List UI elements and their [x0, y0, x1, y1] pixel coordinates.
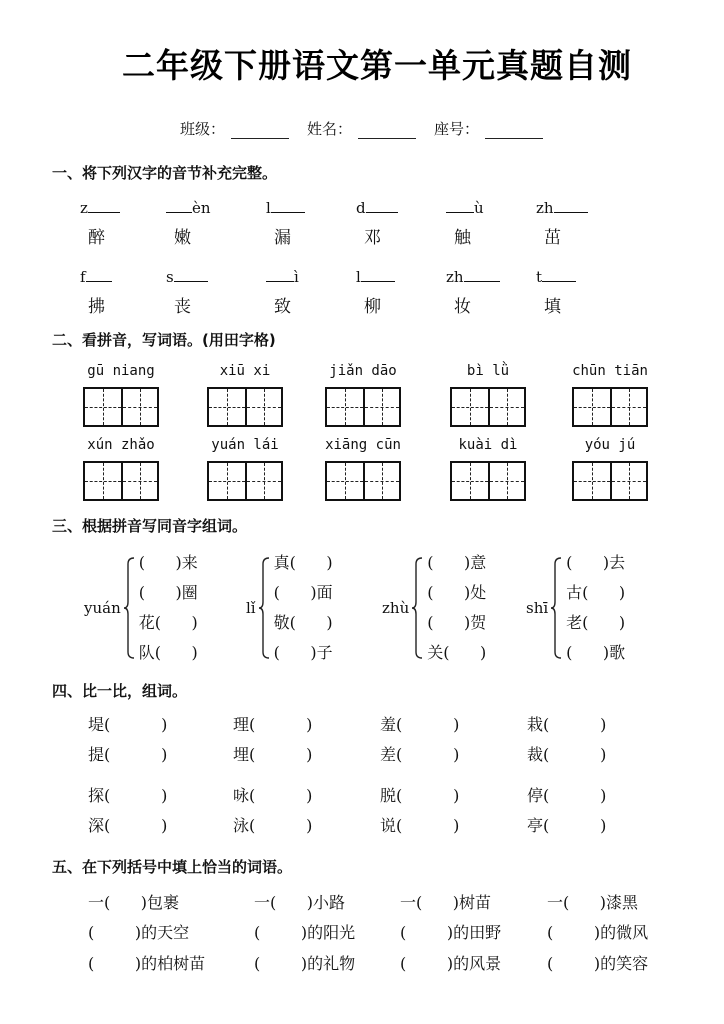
syllable-item [356, 199, 436, 248]
tian-zi-ge-cell[interactable] [574, 389, 610, 425]
fill-in-row[interactable]: 真( ) [273, 553, 333, 572]
syllable-item [266, 268, 346, 317]
compare-word-item[interactable]: 提( ) [88, 745, 168, 764]
syllable-blank[interactable] [542, 269, 576, 282]
syllable-item [356, 268, 436, 317]
tian-zi-ge-cell[interactable] [488, 463, 524, 499]
fill-in-row[interactable]: 敬( ) [273, 613, 333, 632]
tian-zi-ge-grid [207, 461, 283, 501]
phrase-fill-item[interactable]: 一( )树苗 [400, 893, 492, 912]
left-brace-icon [550, 556, 562, 660]
syllable-pinyin [266, 199, 346, 219]
fill-in-row[interactable]: ( )处 [427, 583, 487, 602]
fill-in-row[interactable]: ( )圈 [138, 583, 198, 602]
pinyin-prefix: s [166, 268, 174, 286]
group-rows [139, 548, 198, 668]
tian-zi-ge-grid [572, 387, 648, 427]
pinyin-prefix: d [356, 199, 366, 217]
tian-zi-ge-cell[interactable] [574, 463, 610, 499]
pinyin-word-item [66, 437, 176, 503]
fill-in-row[interactable]: 古( ) [566, 583, 626, 602]
fill-in-row[interactable]: ( )歌 [566, 643, 626, 662]
syllable-pinyin [266, 268, 346, 288]
homophone-group [246, 548, 333, 668]
group-pinyin: yuán [84, 599, 121, 617]
syllable-item [446, 199, 526, 248]
name-field [307, 118, 416, 139]
hanzi: 漏 [274, 228, 291, 248]
homophone-group [526, 548, 625, 668]
compare-word-item[interactable]: 深( ) [88, 816, 168, 835]
page-title: 二年级下册语文第一单元真题自测 [122, 46, 632, 85]
syllable-item [536, 268, 616, 317]
tian-zi-ge-cell[interactable] [85, 389, 121, 425]
homophone-group [382, 548, 486, 668]
fill-in-row[interactable]: ( )贺 [427, 613, 487, 632]
seat-label: 座号： [434, 120, 480, 138]
word-pinyin: bì lǜ [466, 363, 510, 379]
tian-zi-ge-cell[interactable] [245, 463, 281, 499]
syllable-pinyin [446, 268, 526, 288]
phrase-fill-item[interactable]: ( )的田野 [400, 923, 502, 942]
fill-in-row[interactable]: ( )子 [273, 643, 333, 662]
fill-in-row[interactable]: 老( ) [566, 613, 626, 632]
word-pinyin: xiāng cūn [325, 437, 401, 453]
syllable-blank[interactable] [464, 269, 500, 282]
tian-zi-ge-cell[interactable] [209, 389, 245, 425]
section-4-heading: 四、比一比，组词。 [52, 682, 188, 700]
tian-zi-ge-cell[interactable] [363, 463, 399, 499]
tian-zi-ge-grid [207, 387, 283, 427]
phrase-fill-item[interactable]: ( )的微风 [547, 923, 649, 942]
tian-zi-ge-grid [450, 387, 526, 427]
pinyin-word-item [555, 363, 665, 429]
group-rows [274, 548, 333, 668]
compare-word-item[interactable]: 探( ) [88, 786, 168, 805]
pinyin-prefix: f [80, 268, 86, 286]
compare-word-item[interactable]: 咏( ) [233, 786, 313, 805]
syllable-pinyin [356, 268, 436, 288]
group-pinyin: shī [526, 599, 549, 617]
syllable-pinyin [166, 199, 246, 219]
syllable-blank[interactable] [86, 269, 112, 282]
compare-word-item[interactable]: 停( ) [527, 786, 607, 805]
syllable-item [80, 199, 160, 248]
pinyin-prefix: t [536, 268, 543, 286]
syllable-blank[interactable] [271, 200, 305, 213]
syllable-blank[interactable] [266, 269, 294, 282]
pinyin-word-item [308, 437, 418, 503]
fill-in-row[interactable]: ( )来 [138, 553, 198, 572]
class-label: 班级： [180, 120, 226, 138]
student-info-line [180, 118, 543, 139]
compare-word-item[interactable]: 说( ) [380, 816, 460, 835]
hanzi: 嫩 [174, 228, 191, 248]
syllable-pinyin [446, 199, 526, 219]
hanzi: 醉 [88, 228, 105, 248]
compare-word-item[interactable]: 裁( ) [527, 745, 607, 764]
group-rows [566, 548, 625, 668]
pinyin-word-item [190, 363, 300, 429]
word-pinyin: xiū xi [219, 363, 271, 379]
word-pinyin: chūn tiān [572, 363, 648, 379]
syllable-item [166, 199, 246, 248]
pinyin-word-item [190, 437, 300, 503]
pinyin-word-item [555, 437, 665, 503]
phrase-fill-item[interactable]: ( )的阳光 [254, 923, 356, 942]
tian-zi-ge-cell[interactable] [85, 463, 121, 499]
seat-field [434, 118, 543, 139]
phrase-fill-item[interactable]: 一( )小路 [254, 893, 346, 912]
phrase-fill-item[interactable]: 一( )包裹 [88, 893, 180, 912]
hanzi: 拂 [88, 297, 105, 317]
class-field [180, 118, 289, 139]
pinyin-suffix: ì [294, 268, 299, 286]
pinyin-word-item [433, 437, 543, 503]
syllable-item [80, 268, 160, 317]
pinyin-word-item [308, 363, 418, 429]
phrase-fill-item[interactable]: ( )的天空 [88, 923, 190, 942]
section-2-heading: 二、看拼音，写词语。(用田字格) [52, 331, 276, 349]
syllable-blank[interactable] [88, 200, 120, 213]
homophone-group [84, 548, 198, 668]
phrase-fill-item[interactable]: ( )的风景 [400, 954, 502, 973]
tian-zi-ge-cell[interactable] [363, 389, 399, 425]
syllable-blank[interactable] [174, 269, 208, 282]
phrase-fill-item[interactable]: 一( )漆黑 [547, 893, 639, 912]
compare-word-item[interactable]: 栽( ) [527, 715, 607, 734]
pinyin-prefix: l [356, 268, 361, 286]
compare-word-item[interactable]: 埋( ) [233, 745, 313, 764]
syllable-pinyin [536, 199, 616, 219]
group-pinyin: zhù [382, 599, 410, 617]
pinyin-prefix: z [80, 199, 88, 217]
hanzi: 填 [544, 297, 561, 317]
pinyin-prefix: zh [536, 199, 554, 217]
tian-zi-ge-cell[interactable] [327, 389, 363, 425]
compare-word-item[interactable]: 亭( ) [527, 816, 607, 835]
word-pinyin: jiǎn dāo [329, 363, 397, 379]
hanzi: 柳 [364, 297, 381, 317]
phrase-fill-item[interactable]: ( )的柏树苗 [88, 954, 206, 973]
tian-zi-ge-grid [83, 387, 159, 427]
pinyin-word-item [433, 363, 543, 429]
pinyin-prefix: l [266, 199, 271, 217]
word-pinyin: gū niang [87, 363, 155, 379]
tian-zi-ge-grid [325, 387, 401, 427]
tian-zi-ge-grid [572, 461, 648, 501]
phrase-fill-item[interactable]: ( )的礼物 [254, 954, 356, 973]
compare-word-item[interactable]: 脱( ) [380, 786, 460, 805]
hanzi: 致 [274, 297, 291, 317]
left-brace-icon [411, 556, 423, 660]
section-1-heading: 一、将下列汉字的音节补充完整。 [52, 164, 278, 182]
tian-zi-ge-cell[interactable] [610, 389, 646, 425]
word-pinyin: yuán lái [211, 437, 279, 453]
fill-in-row[interactable]: ( )面 [273, 583, 333, 602]
tian-zi-ge-grid [83, 461, 159, 501]
syllable-item [446, 268, 526, 317]
tian-zi-ge-grid [325, 461, 401, 501]
fill-in-row[interactable]: ( )意 [427, 553, 487, 572]
tian-zi-ge-grid [450, 461, 526, 501]
hanzi: 触 [454, 228, 471, 248]
syllable-pinyin [356, 199, 436, 219]
group-rows [427, 548, 486, 668]
section-3-heading: 三、根据拼音写同音字组词。 [52, 517, 248, 535]
compare-word-item[interactable]: 羞( ) [380, 715, 460, 734]
tian-zi-ge-cell[interactable] [452, 389, 488, 425]
pinyin-word-item [66, 363, 176, 429]
section-5-heading: 五、在下列括号中填上恰当的词语。 [52, 858, 293, 876]
hanzi: 丧 [174, 297, 191, 317]
pinyin-suffix: ù [474, 199, 484, 217]
syllable-pinyin [536, 268, 616, 288]
phrase-fill-item[interactable]: ( )的笑容 [547, 954, 649, 973]
left-brace-icon [123, 556, 135, 660]
class-input-line[interactable] [231, 124, 289, 139]
compare-word-item[interactable]: 理( ) [233, 715, 313, 734]
syllable-pinyin [166, 268, 246, 288]
syllable-blank[interactable] [446, 200, 474, 213]
fill-in-row[interactable]: 关( ) [427, 643, 487, 662]
word-pinyin: xún zhǎo [87, 437, 155, 453]
left-brace-icon [258, 556, 270, 660]
syllable-blank[interactable] [366, 200, 398, 213]
group-pinyin: lǐ [246, 599, 256, 617]
hanzi: 邓 [364, 228, 381, 248]
compare-word-item[interactable]: 泳( ) [233, 816, 313, 835]
pinyin-prefix: zh [446, 268, 464, 286]
tian-zi-ge-cell[interactable] [209, 463, 245, 499]
syllable-item [266, 199, 346, 248]
word-pinyin: kuài dì [458, 437, 518, 453]
syllable-item [166, 268, 246, 317]
pinyin-suffix: èn [192, 199, 211, 217]
hanzi: 妆 [454, 297, 471, 317]
syllable-blank[interactable] [554, 200, 588, 213]
tian-zi-ge-cell[interactable] [610, 463, 646, 499]
tian-zi-ge-cell[interactable] [488, 389, 524, 425]
syllable-pinyin [80, 199, 160, 219]
tian-zi-ge-cell[interactable] [121, 463, 157, 499]
tian-zi-ge-cell[interactable] [452, 463, 488, 499]
name-input-line[interactable] [358, 124, 416, 139]
name-label: 姓名： [307, 120, 353, 138]
tian-zi-ge-cell[interactable] [245, 389, 281, 425]
tian-zi-ge-cell[interactable] [327, 463, 363, 499]
word-pinyin: yóu jú [584, 437, 636, 453]
fill-in-row[interactable]: ( )去 [566, 553, 626, 572]
fill-in-row[interactable]: 队( ) [138, 643, 198, 662]
compare-word-item[interactable]: 差( ) [380, 745, 460, 764]
compare-word-item[interactable]: 堤( ) [88, 715, 168, 734]
syllable-blank[interactable] [361, 269, 395, 282]
syllable-blank[interactable] [166, 200, 192, 213]
tian-zi-ge-cell[interactable] [121, 389, 157, 425]
syllable-item [536, 199, 616, 248]
seat-input-line[interactable] [485, 124, 543, 139]
fill-in-row[interactable]: 花( ) [138, 613, 198, 632]
syllable-pinyin [80, 268, 160, 288]
hanzi: 茁 [544, 228, 561, 248]
